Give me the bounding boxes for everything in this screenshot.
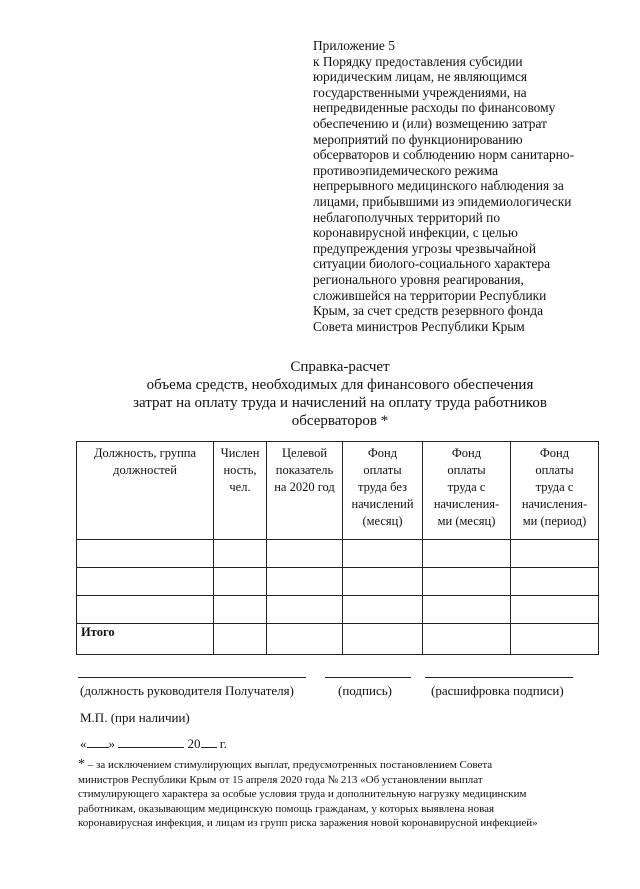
table-cell: [343, 568, 423, 596]
appendix-line: коронавирусной инфекции, с целью: [313, 225, 518, 241]
table-cell: [214, 624, 267, 655]
table-cell: [343, 540, 423, 568]
header-line: должностей: [113, 463, 177, 477]
table-cell: [423, 596, 511, 624]
header-line: на 2020 год: [274, 480, 335, 494]
appendix-line: Крым, за счет средств резервного фонда: [313, 303, 544, 319]
table-cell: [77, 568, 214, 596]
header-line: Должность, группа: [93, 446, 197, 460]
appendix-line: юридическим лицам, не являющимся: [313, 69, 528, 85]
appendix-line: непрерывного медицинского наблюдения за: [313, 178, 564, 194]
table-cell: [267, 596, 343, 624]
header-line: труда без: [357, 480, 408, 494]
appendix-line: непредвиденные расходы по финансовому: [313, 100, 556, 116]
date-close-quote: »: [108, 736, 115, 751]
table-cell: [343, 596, 423, 624]
appendix-line: предупреждения угрозы чрезвычайной: [313, 240, 537, 256]
footnote-line: министров Республики Крым от 15 апреля 2020 года № 213 «Об установлении выплат: [78, 773, 483, 786]
stamp-label: М.П. (при наличии): [80, 710, 190, 725]
year-blank: [201, 735, 217, 748]
footnote-text: – за исключением стимулирующих выплат, предусмотренных постановлением Совета: [85, 759, 493, 771]
header-line: труда с: [447, 480, 486, 494]
header-line: чел.: [229, 480, 251, 494]
header-line: (месяц): [362, 514, 403, 528]
table-cell: [423, 540, 511, 568]
appendix-line: сложившейся на территории Республики: [313, 287, 547, 303]
table-cell: [511, 624, 599, 655]
header-payroll-with-charges-period: [511, 442, 599, 540]
appendix-header: [313, 38, 613, 334]
appendix-line: государственными учреждениями, на: [313, 84, 527, 100]
signature-label: (подпись): [338, 683, 392, 698]
header-line: начислений: [351, 497, 414, 511]
header-line: Фонд: [539, 446, 570, 460]
position-signature-line: [78, 677, 306, 678]
table-row: [77, 596, 599, 624]
table-cell: [511, 596, 599, 624]
header-line: оплаты: [363, 463, 402, 477]
footnote-line: работникам, оказывающим медицинскую помощь гражданам, у которых выявлена новая: [78, 802, 495, 815]
decoding-label: (расшифровка подписи): [431, 683, 564, 698]
table-cell: [511, 540, 599, 568]
header-line: ми (месяц): [437, 514, 496, 528]
footnote: [78, 758, 608, 831]
table-header-row: [77, 442, 599, 540]
table-cell: [423, 624, 511, 655]
table-cell: [267, 568, 343, 596]
appendix-line: обсерваторов и соблюдению норм санитарно-: [313, 147, 575, 163]
table-row: [77, 540, 599, 568]
title-line-2: объема средств, необходимых для финансового обеспечения: [146, 377, 534, 393]
header-payroll-with-charges-month: [423, 442, 511, 540]
header-headcount: [214, 442, 267, 540]
header-line: показатель: [275, 463, 334, 477]
table-cell: [77, 596, 214, 624]
header-payroll-without-charges: [343, 442, 423, 540]
table-row: [77, 568, 599, 596]
table-cell: [267, 624, 343, 655]
day-blank: [87, 735, 109, 748]
footnote-star: *: [78, 757, 85, 772]
year-suffix: г.: [219, 736, 227, 751]
table-cell: [423, 568, 511, 596]
month-blank: [118, 735, 184, 748]
total-label: Итого: [77, 624, 214, 655]
footnote-line: [78, 758, 608, 773]
table-cell: [214, 596, 267, 624]
table-cell: [267, 540, 343, 568]
table-cell: [343, 624, 423, 655]
header-line: труда с: [535, 480, 574, 494]
appendix-line: к Порядку предоставления субсидии: [313, 53, 523, 69]
appendix-line: мероприятий по функционированию: [313, 131, 523, 147]
calculation-table: [76, 441, 599, 655]
appendix-line: регионального уровня реагирования,: [313, 271, 524, 287]
table-total-row: [77, 624, 599, 655]
header-line: ность,: [223, 463, 257, 477]
appendix-line: ситуации биолого-социального характера: [313, 256, 551, 272]
header-line: Целевой: [281, 446, 328, 460]
appendix-line: обеспечению и (или) возмещению затрат: [313, 115, 547, 131]
appendix-line: лицами, прибывшими из эпидемиологически: [313, 193, 572, 209]
appendix-line: противоэпидемического режима: [313, 162, 499, 178]
appendix-line: неблагополучных территорий по: [313, 209, 501, 225]
year-prefix: 20: [187, 736, 201, 751]
header-line: Фонд: [451, 446, 482, 460]
footnote-line: коронавирусная инфекция, и лицам из групп риска заражения новой коронавирусной инфекцией»: [78, 817, 538, 830]
table-cell: [214, 540, 267, 568]
header-line: оплаты: [535, 463, 574, 477]
document-title: [60, 358, 620, 430]
table-cell: [214, 568, 267, 596]
position-label: (должность руководителя Получателя): [80, 683, 294, 698]
header-line: начисления-: [521, 497, 588, 511]
date-open-quote: «: [80, 736, 87, 751]
footnote-line: стимулирующего характера за особые условия труда и дополнительную нагрузку медицинским: [78, 788, 527, 801]
header-line: Числен: [220, 446, 260, 460]
header-target-indicator: [267, 442, 343, 540]
decoding-signature-line: [425, 677, 573, 678]
table-cell: [511, 568, 599, 596]
date-line: [80, 735, 227, 752]
appendix-line: Приложение 5: [313, 38, 395, 53]
header-line: начисления-: [433, 497, 500, 511]
header-line: ми (период): [522, 514, 587, 528]
title-line-4: обсерваторов *: [291, 413, 389, 429]
header-position: [77, 442, 214, 540]
header-line: Фонд: [367, 446, 398, 460]
title-line-3: затрат на оплату труда и начислений на оплату труда работников: [133, 395, 547, 411]
title-line-1: Справка-расчет: [290, 359, 390, 375]
header-line: оплаты: [447, 463, 486, 477]
signature-line: [325, 677, 411, 678]
table-cell: [77, 540, 214, 568]
appendix-line: Совета министров Республики Крым: [313, 318, 525, 334]
